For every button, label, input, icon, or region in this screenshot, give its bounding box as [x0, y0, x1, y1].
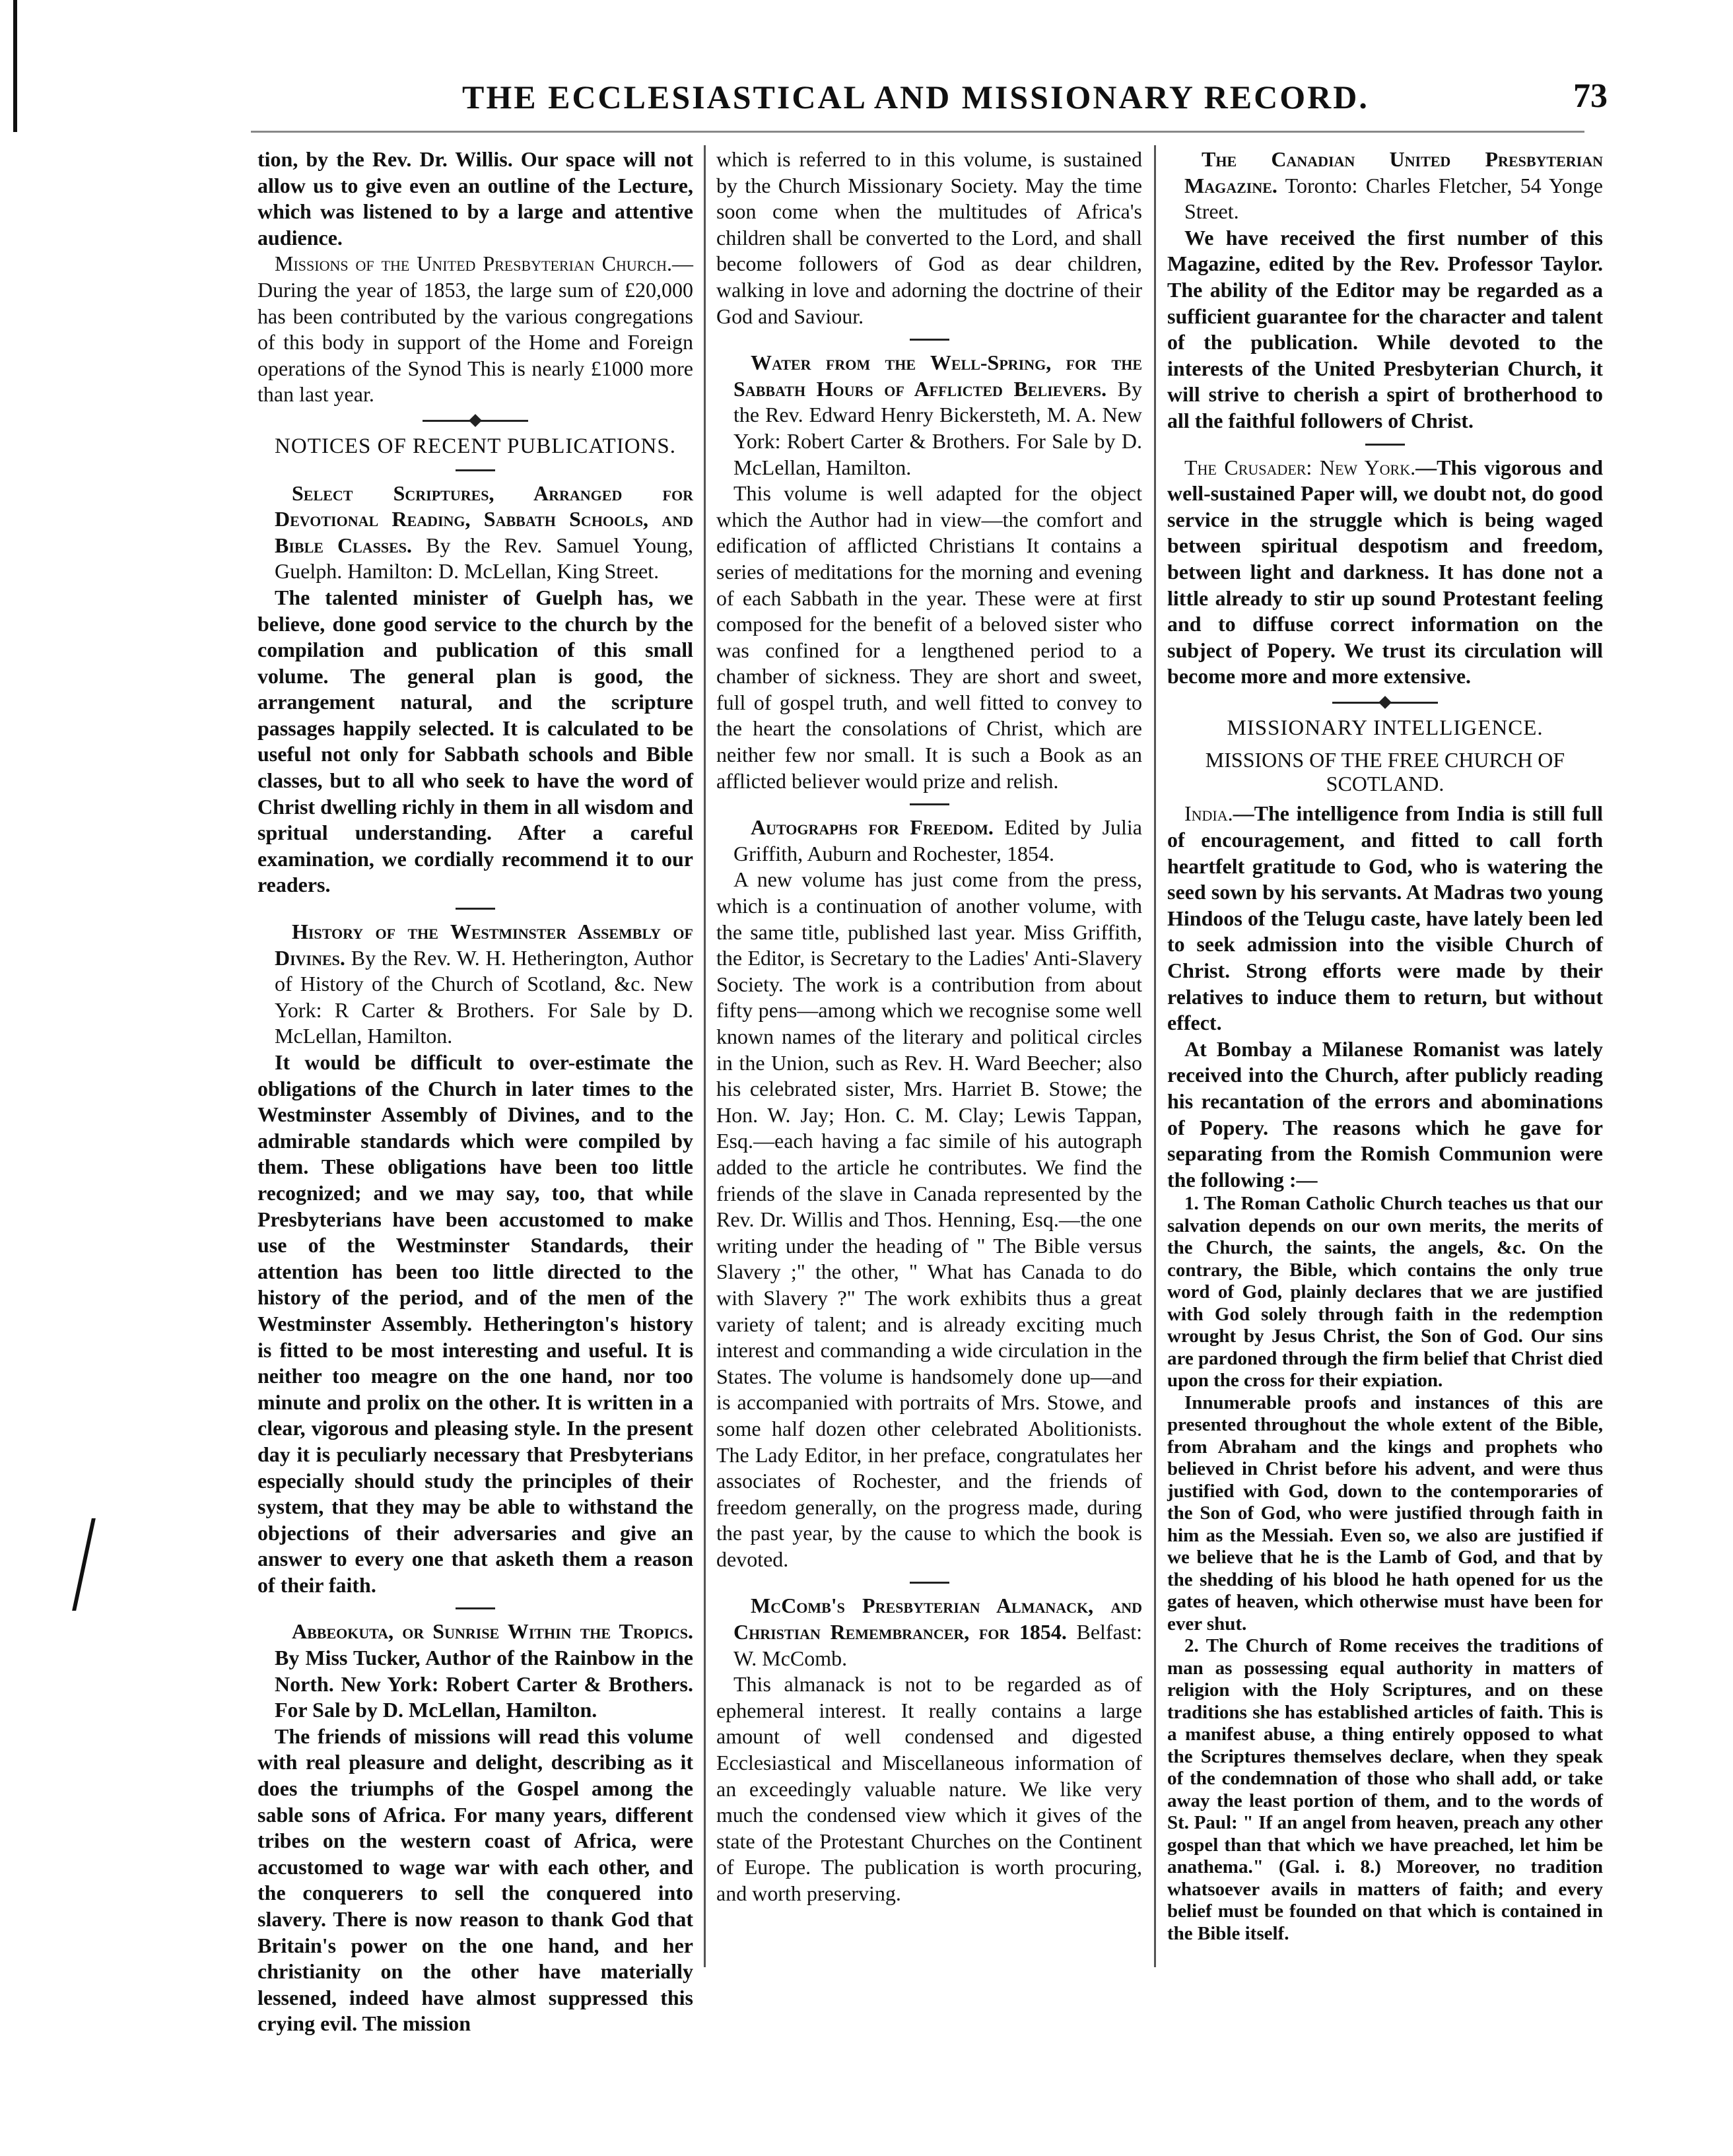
review-body: The talented minister of Guelph has, we believe, done good service to the church by the compilation and publication of this small volume. The general plan is good, the arrangement natural, and the scripture passages happily selected. It is calculated to be useful not only for Sabbath schools and Bible classes, but to all who seek to have the word of Christ dwelling richly in them in all wisdom and spritual understanding. After a careful examination, we cordially recommend it to our readers. [257, 585, 693, 897]
review-meta: By Miss Tucker, Author of the Rainbow in the North. New York: Robert Carter & Brothers. For Sale by D. McLellan, Hamilton. [275, 1646, 693, 1722]
review-title-entry [716, 815, 1142, 867]
review-title: The Canadian United Presbyterian Magazine. [1184, 147, 1603, 197]
review-body: This almanack is not to be regarded as of ephemeral interest. It really contains a large amount of well condensed and digested Ecclesiastical and Miscellaneous information of an exceedingly valuable nature. We like very much the condensed view which it gives of the state of the Protestant Churches on the Continent of Europe. The publication is worth procuring, and worth preserving. [716, 1672, 1142, 1905]
review-body: We have received the first number of this Magazine, edited by the Rev. Professor Taylor. The ability of the Editor may be regarded as a sufficient guarantee for the character and talent of the publication. While devoted to the interests of the United Presbyterian Church, it will strive to cherish a spirt of brotherhood to all the faithful followers of Christ. [1167, 225, 1603, 432]
column-left [257, 147, 693, 2037]
column-middle [716, 147, 1142, 1907]
short-rule [910, 1582, 949, 1584]
short-rule [910, 803, 949, 805]
ornament-divider [423, 420, 528, 422]
missions-text: —During the year of 1853, the large sum of £20,000 has been contributed by the various congregations of this body in support of the Home and Foreign operations of the Synod This is nearly £1000 more than last year. [257, 252, 693, 407]
review-title-entry [716, 350, 1142, 481]
short-rule [456, 469, 495, 471]
column-divider-left [704, 145, 706, 1967]
review-meta: By the Rev. Samuel Young, Guelph. Hamilton: D. McLellan, King Street. [275, 533, 694, 584]
review-meta: Toronto: Charles Fletcher, 54 Yonge Street. [1184, 173, 1604, 224]
free-church-heading: MISSIONS OF THE FREE CHURCH OF SCOTLAND. [1205, 748, 1565, 796]
reason-one-paragraph: 1. The Roman Catholic Church teaches us that our salvation depends on our own merits, the merits of the Church, the saints, the angels, &c. On the contrary, the Bible, which contains the only true word of God, plainly declares that we are justified with God solely through faith in the redemption wrought by Jesus Christ, the Son of God. Our sins are pardoned through the firm belief that Christ died upon the cross for their expiation. [1167, 1193, 1603, 1392]
ornament-divider [1332, 702, 1438, 704]
bombay-paragraph: At Bombay a Milanese Romanist was lately received into the Church, after publicly reading his recantation of the errors and abominations of Popery. The reasons which he gave for separating from the Romish Communion were the following :— [1167, 1036, 1603, 1192]
review-title-entry [257, 481, 693, 585]
margin-mark-bottom [72, 1518, 96, 1611]
india-label: India. [1184, 801, 1233, 826]
review-title: Autographs for Freedom. [751, 815, 994, 840]
continued-paragraph: tion, by the Rev. Dr. Willis. Our space will not allow us to give even an outline of the Lecture, which was listened to by a large and attentive audience. [257, 147, 693, 250]
review-title-entry [1167, 147, 1603, 225]
short-rule [456, 908, 495, 910]
crusader-text: —This vigorous and well-sustained Paper will, we doubt not, do good service in the struggle which is being waged between spiritual despotism and freedom, between light and darkness. It has done not a little already to stir up sound Protestant feeling and to diffuse correct information on the subject of Popery. We trust its circulation will become more and more extensive. [1167, 455, 1604, 689]
review-title: Select Scriptures, Arranged for Devotional Reading, Sabbath Schools, and Bible Classes. [275, 481, 693, 557]
reason-two-paragraph: 2. The Church of Rome receives the traditions of man as possessing equal authority in matters of religion with the Holy Scriptures, and on these traditions she has established articles of faith. This is a manifest abuse, a thing entirely opposed to what the Scriptures themselves declare, when they speak of the condemnation of those who shall add, or take away the least portion of them, and to the words of St. Paul: " If an angel from heaven, preach any other gospel than that which we have preached, let him be anathema." (Gal. i. 8.) Moreover, no tradition whatsoever avails in matters of faith; and every belief must be founded on that which is contained in the Bible itself. [1167, 1635, 1603, 1944]
review-body: A new volume has just come from the press, which is a continuation of another volume, with the same title, published last year. Miss Griffith, the Editor, is Secretary to the Ladies' Anti-Slavery Society. The work is a contribution from about fifty pens—among which we recognise some well known names of the literary and political circles in the Union, such as Rev. H. Ward Beecher; also his celebrated sister, Mrs. Harriet B. Stowe; the Hon. W. Jay; Hon. C. M. Clay; Lewis Tappan, Esq.—each having a fac simile of his autograph added to the article he contributes. We find the friends of the slave in Canada represented by the Rev. Dr. Willis and Thos. Henning, Esq.—the one writing under the heading of " The Bible versus Slavery ;" the other, " What has Canada to do with Slavery ?" The work exhibits thus a great variety of talent; and is already exciting much interest and commanding a wide circulation in the States. The volume is handsomely done up—and is accompanied with portraits of Mrs. Stowe, and some half dozen other celebrated Abolitionists. The Lady Editor, in her preface, congratulates her associates of Rochester, and the friends of freedom generally, on the progress made, during the past year, by the cause to which the book is devoted. [716, 867, 1142, 1571]
notices-heading: NOTICES OF RECENT PUBLICATIONS. [275, 434, 676, 458]
review-title-entry [716, 1593, 1142, 1671]
column-divider-right [1154, 145, 1156, 1967]
review-meta: By the Rev. W. H. Hetherington, Author of History of the Church of Scotland, &c. New York: R Carter & Brothers. For Sale by D. McLellan, Hamilton. [275, 945, 694, 1048]
india-text: —The intelligence from India is still full of encouragement, and fitted to call forth heartfelt gratitude to God, who is watering the seed sown by his servants. At Madras two young Hindoos of the Telugu caste, have lately been led to seek admission into the visible Church of Christ. Strong efforts were made by their relatives to induce them to return, but without effect. [1167, 801, 1603, 1035]
page-number: 73 [1573, 77, 1608, 115]
margin-mark-top [13, 0, 17, 132]
review-meta: Edited by Julia Griffith, Auburn and Rochester, 1854. [733, 815, 1143, 865]
review-meta: By the Rev. Edward Henry Bickersteth, M. A. New York: Robert Carter & Brothers. For Sale by D. McLellan, Hamilton. [733, 376, 1143, 479]
short-rule [910, 339, 949, 341]
review-body: This volume is well adapted for the object which the Author had in view—the comfort and edification of afflicted Christians It contains a series of meditations for the morning and evening of each Sabbath in the year. These were at first composed for the benefit of a beloved sister who was confined for a lengthened period to a chamber of sickness. They are short and sweet, full of gospel truth, and well fitted to convey to the heart the consolations of Christ, which are neither few nor small. It is such a Book as an afflicted believer would prize and relish. [716, 481, 1142, 793]
review-body: The friends of missions will read this volume with real pleasure and delight, describing as it does the triumphs of the Gospel among the sable sons of Africa. For many years, different tribes on the western coast of Africa, were accustomed to wage war with each other, and the conquerers to sell the conquered into slavery. There is now reason to thank God that Britain's power on the one hand, and her christianity on the other have materially lessened, indeed have almost suppressed this crying evil. The mission [257, 1724, 693, 2036]
review-title-entry [257, 1619, 693, 1723]
crusader-label: The Crusader: New York. [1184, 455, 1416, 479]
short-rule [1365, 444, 1405, 446]
missions-paragraph [257, 251, 693, 408]
proofs-paragraph: Innumerable proofs and instances of this are presented throughout the whole extent of the Bible, from Abraham and the kings and prophets who believed in Christ before his advent, and were thus justified with God, down to the contemporaries of the Son of God, who were justified through faith in him as the Messiah. Even so, we also are justified if we believe that he is the Lamb of God, and that by the shedding of his blood he hath opened for us the gates of heaven, which otherwise must have been for ever shut. [1167, 1392, 1603, 1634]
column-right [1167, 147, 1603, 1945]
india-paragraph [1167, 801, 1603, 1036]
review-title: Water from the Well-Spring, for the Sabbath Hours of Afflicted Believers. [733, 351, 1142, 401]
review-title: Abbeokuta, or Sunrise Within the Tropics. [292, 1619, 693, 1644]
review-body: It would be difficult to over-estimate the obligations of the Church in later times to the Westminster Assembly of Divines, and to the admirable standards which were compiled by them. These obligations have been too little recognized; and we may say, too, that while Presbyterians have been accustomed to make use of the Westminster Standards, their attention has been too little directed to the history of the period, and of the men of the Westminster Assembly. Hetherington's history is fitted to be most interesting and useful. It is neither too meagre on the one hand, nor too minute and prolix on the other. It is written in a clear, vigorous and pleasing style. In the present day it is peculiarly necessary that Presbyterians especially should study the principles of their system, that they may be able to withstand the objections of their adversaries and give an answer to every one that asketh them a reason of their faith. [257, 1050, 693, 1597]
review-title: History of the Westminster Assembly of Divines. [275, 920, 693, 970]
crusader-paragraph [1167, 455, 1603, 690]
intelligence-heading: MISSIONARY INTELLIGENCE. [1227, 716, 1544, 740]
review-title: McComb's Presbyterian Almanack, and Christian Remembrancer, for 1854. [733, 1594, 1142, 1644]
page-title: THE ECCLESIASTICAL AND MISSIONARY RECORD. [462, 79, 1369, 116]
header-rule [251, 131, 1584, 133]
review-meta: Belfast: W. McComb. [733, 1620, 1142, 1670]
short-rule [456, 1607, 495, 1609]
review-title-entry [257, 919, 693, 1050]
missions-label: Missions of the United Presbyterian Church. [275, 252, 672, 276]
continued-paragraph: which is referred to in this volume, is sustained by the Church Missionary Society. May the time soon come when the multitudes of Africa's children shall be converted to the Lord, and shall become followers of God as dear children, walking in love and adorning the doctrine of their God and Saviour. [716, 147, 1142, 328]
